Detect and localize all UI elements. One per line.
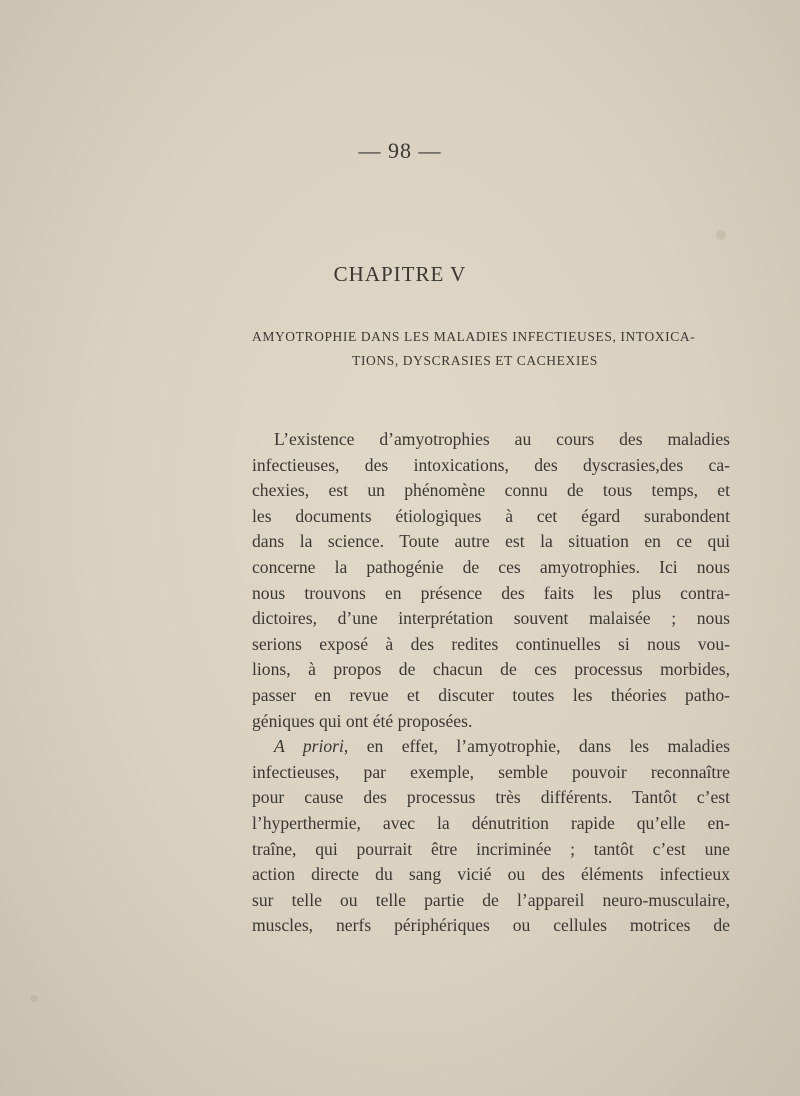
paragraph-line: L’existence d’amyotrophies au cours des maladies (274, 429, 730, 449)
chapter-subtitle (252, 325, 732, 373)
paragraph-line: infectieuses, par exemple, semble pouvoir reconnaître (252, 761, 730, 782)
paragraph-line: dictoires, d’une interprétation souvent malaisée ; nous (252, 608, 730, 629)
paragraph-line: dans la science. Toute autre est la situation en ce qui (252, 531, 730, 552)
paragraph-line: lions, à propos de chacun de ces processus morbides, (252, 659, 730, 680)
paragraph-line: nous trouvons en présence des faits les plus contra- (252, 582, 730, 603)
italic-phrase: A priori (274, 736, 344, 757)
paragraph-line: les documents étiologiques à cet égard surabondent (252, 505, 730, 526)
paragraph-line: concerne la pathogénie de ces amyotrophies. Ici nous (252, 556, 730, 577)
paragraph-line: action directe du sang vicié ou des éléments infectieux (252, 864, 730, 885)
paper-stain (30, 995, 38, 1002)
paragraph-line: chexies, est un phénomène connu de tous temps, et (252, 480, 730, 501)
paragraph-line (252, 734, 730, 760)
paper-stain (716, 230, 726, 240)
paragraph-line-rest: , en effet, l’amyotrophie, dans les maladies (343, 736, 730, 757)
paragraph-line: sur telle ou telle partie de l’appareil neuro-musculaire, (252, 889, 730, 910)
paragraph-line: géniques qui ont été proposées. (252, 710, 473, 731)
paragraph-line: serions exposé à des redites continuelles si nous vou- (252, 633, 730, 654)
chapter-subtitle-line: AMYOTROPHIE DANS LES MALADIES INFECTIEUSES, INTOXICA- (252, 329, 696, 344)
paragraph-line: traîne, qui pourrait être incriminée ; tantôt c’est une (252, 838, 730, 859)
paragraph-line: l’hyperthermie, avec la dénutrition rapide qu’elle en- (252, 812, 730, 833)
paragraph-line: pour cause des processus très différents. Tantôt c’est (252, 787, 730, 808)
page-number: — 98 — (358, 138, 442, 163)
paragraph-line: infectieuses, des intoxications, des dyscrasies,des ca- (252, 454, 730, 475)
chapter-subtitle-line: TIONS, DYSCRASIES ET CACHEXIES (352, 353, 598, 368)
paragraph-line: muscles, nerfs périphériques ou cellules motrices de (252, 915, 730, 936)
body-text (252, 427, 730, 939)
paragraph-line: passer en revue et discuter toutes les théories patho- (252, 684, 730, 705)
chapter-title: CHAPITRE V (333, 262, 467, 286)
